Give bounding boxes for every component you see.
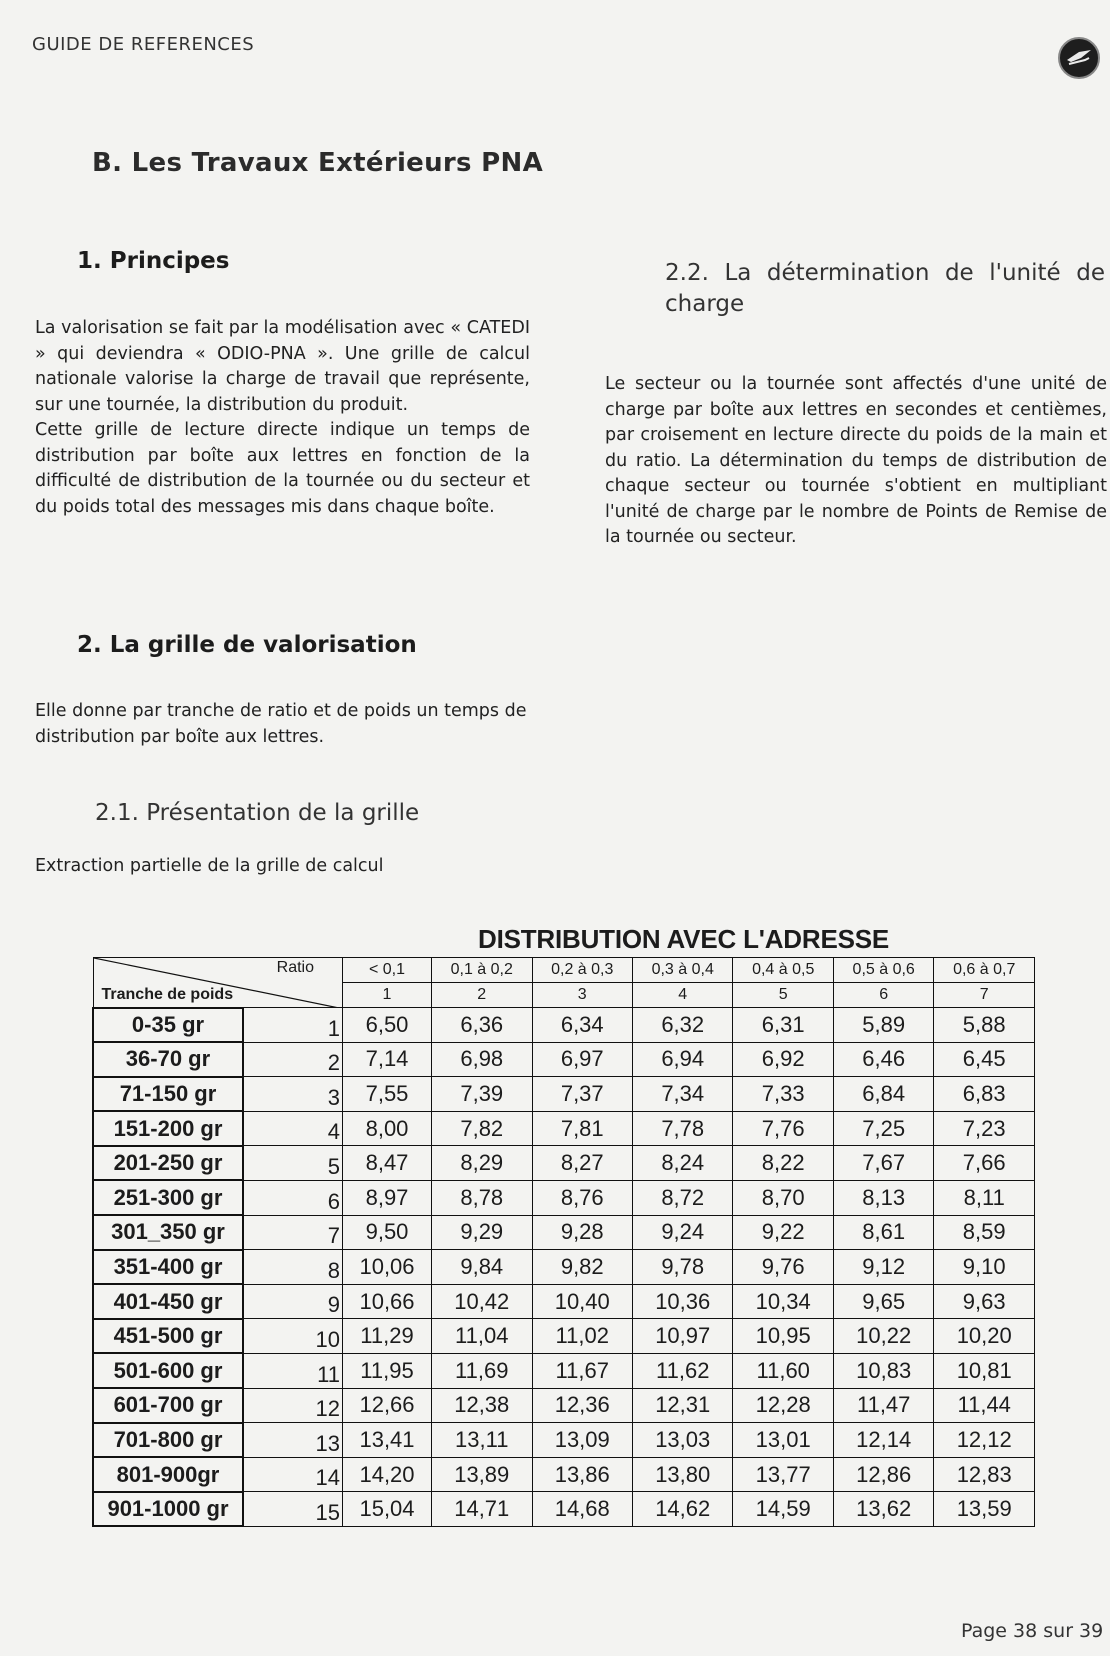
time-value-cell: 7,14	[343, 1042, 432, 1077]
table-row	[93, 1353, 1035, 1388]
ratio-range-header: 0,5 à 0,6	[833, 958, 933, 983]
ratio-range-header: 0,3 à 0,4	[632, 958, 732, 983]
table-row	[93, 1215, 1035, 1250]
time-value-cell: 9,82	[532, 1250, 632, 1285]
time-value-cell: 10,36	[632, 1284, 732, 1319]
time-value-cell: 9,65	[833, 1284, 933, 1319]
weight-range-cell: 451-500 gr	[93, 1319, 243, 1354]
grille-heading: 2. La grille de valorisation	[77, 632, 417, 658]
weight-index-cell: 6	[243, 1180, 343, 1215]
table-row	[93, 1250, 1035, 1285]
time-value-cell: 10,20	[934, 1319, 1035, 1354]
time-value-cell: 6,50	[343, 1008, 432, 1043]
time-value-cell: 9,29	[432, 1215, 532, 1250]
ratio-range-header: 0,2 à 0,3	[532, 958, 632, 983]
weight-index-cell: 1	[243, 1008, 343, 1043]
time-value-cell: 9,12	[833, 1250, 933, 1285]
time-value-cell: 13,41	[343, 1423, 432, 1458]
table-row	[93, 1042, 1035, 1077]
weight-range-cell: 201-250 gr	[93, 1146, 243, 1181]
time-value-cell: 9,84	[432, 1250, 532, 1285]
time-value-cell: 8,47	[343, 1146, 432, 1181]
ratio-range-header: < 0,1	[343, 958, 432, 983]
ratio-range-header: 0,6 à 0,7	[934, 958, 1035, 983]
weight-range-cell: 151-200 gr	[93, 1111, 243, 1146]
determination-heading-line-2: charge	[665, 291, 745, 317]
document-header: GUIDE DE REFERENCES	[32, 34, 255, 55]
table-row	[93, 1111, 1035, 1146]
table-row	[93, 1423, 1035, 1458]
time-value-cell: 10,34	[733, 1284, 833, 1319]
time-value-cell: 7,55	[343, 1077, 432, 1112]
weight-index-cell: 3	[243, 1077, 343, 1112]
time-value-cell: 9,63	[934, 1284, 1035, 1319]
principes-paragraph-2: Cette grille de lecture directe indique un temps de distribution par boîte aux lettres en fonction de la difficulté de distribution de la tournée ou du secteur et du poids total des messages mis dans chaque boîte.	[35, 420, 530, 517]
time-value-cell: 7,33	[733, 1077, 833, 1112]
principes-paragraph-1: La valorisation se fait par la modélisation avec « CATEDI » qui deviendra « ODIO-PNA ». Une grille de calcul nationale valorise la charge de travail que représente, sur une tournée, la distribution du produit.	[35, 318, 530, 415]
page-number: Page 38 sur 39	[961, 1620, 1104, 1642]
time-value-cell: 7,82	[432, 1111, 532, 1146]
time-value-cell: 12,14	[833, 1423, 933, 1458]
table-row	[93, 1388, 1035, 1423]
time-value-cell: 7,76	[733, 1111, 833, 1146]
time-value-cell: 8,24	[632, 1146, 732, 1181]
presentation-caption: Extraction partielle de la grille de calcul	[35, 856, 384, 876]
time-value-cell: 12,36	[532, 1388, 632, 1423]
weight-range-cell: 301_350 gr	[93, 1215, 243, 1250]
time-value-cell: 11,60	[733, 1353, 833, 1388]
principes-text	[35, 316, 530, 520]
time-value-cell: 10,97	[632, 1319, 732, 1354]
time-value-cell: 14,68	[532, 1492, 632, 1527]
table-row	[93, 1077, 1035, 1112]
time-value-cell: 10,42	[432, 1284, 532, 1319]
weight-index-cell: 2	[243, 1042, 343, 1077]
ratio-number-header: 1	[343, 983, 432, 1008]
ratio-range-header: 0,4 à 0,5	[733, 958, 833, 983]
time-value-cell: 5,88	[934, 1008, 1035, 1043]
time-value-cell: 8,00	[343, 1111, 432, 1146]
weight-range-cell: 351-400 gr	[93, 1250, 243, 1285]
time-value-cell: 13,11	[432, 1423, 532, 1458]
time-value-cell: 13,62	[833, 1492, 933, 1527]
time-value-cell: 13,03	[632, 1423, 732, 1458]
time-value-cell: 11,02	[532, 1319, 632, 1354]
time-value-cell: 8,97	[343, 1180, 432, 1215]
time-value-cell: 11,29	[343, 1319, 432, 1354]
principes-heading: 1. Principes	[77, 248, 230, 274]
time-value-cell: 8,29	[432, 1146, 532, 1181]
time-value-cell: 10,06	[343, 1250, 432, 1285]
ratio-number-header: 4	[632, 983, 732, 1008]
time-value-cell: 13,86	[532, 1457, 632, 1492]
time-value-cell: 7,67	[833, 1146, 933, 1181]
time-value-cell: 9,22	[733, 1215, 833, 1250]
time-value-cell: 10,81	[934, 1353, 1035, 1388]
time-value-cell: 7,78	[632, 1111, 732, 1146]
determination-heading	[665, 258, 1105, 320]
time-value-cell: 5,89	[833, 1008, 933, 1043]
time-value-cell: 6,98	[432, 1042, 532, 1077]
time-value-cell: 13,80	[632, 1457, 732, 1492]
weight-range-cell: 601-700 gr	[93, 1388, 243, 1423]
time-value-cell: 10,66	[343, 1284, 432, 1319]
time-value-cell: 6,32	[632, 1008, 732, 1043]
time-value-cell: 7,39	[432, 1077, 532, 1112]
time-value-cell: 11,69	[432, 1353, 532, 1388]
time-value-cell: 9,50	[343, 1215, 432, 1250]
time-value-cell: 7,23	[934, 1111, 1035, 1146]
time-value-cell: 12,66	[343, 1388, 432, 1423]
time-value-cell: 8,72	[632, 1180, 732, 1215]
time-value-cell: 9,28	[532, 1215, 632, 1250]
weight-range-cell: 701-800 gr	[93, 1423, 243, 1458]
weight-index-cell: 11	[243, 1353, 343, 1388]
time-value-cell: 11,95	[343, 1353, 432, 1388]
table-row	[93, 1457, 1035, 1492]
time-value-cell: 13,89	[432, 1457, 532, 1492]
weight-range-cell: 71-150 gr	[93, 1077, 243, 1112]
weight-range-cell: 901-1000 gr	[93, 1492, 243, 1527]
weight-index-cell: 7	[243, 1215, 343, 1250]
time-value-cell: 8,13	[833, 1180, 933, 1215]
time-value-cell: 13,77	[733, 1457, 833, 1492]
weight-index-cell: 15	[243, 1492, 343, 1527]
weight-range-cell: 501-600 gr	[93, 1353, 243, 1388]
table-row	[93, 1284, 1035, 1319]
time-value-cell: 14,62	[632, 1492, 732, 1527]
ratio-number-header: 2	[432, 983, 532, 1008]
time-value-cell: 13,09	[532, 1423, 632, 1458]
time-value-cell: 11,47	[833, 1388, 933, 1423]
time-value-cell: 12,83	[934, 1457, 1035, 1492]
weight-range-cell: 0-35 gr	[93, 1008, 243, 1043]
time-value-cell: 8,78	[432, 1180, 532, 1215]
time-value-cell: 10,95	[733, 1319, 833, 1354]
presentation-heading: 2.1. Présentation de la grille	[95, 800, 420, 826]
time-value-cell: 7,81	[532, 1111, 632, 1146]
time-value-cell: 8,59	[934, 1215, 1035, 1250]
grille-text: Elle donne par tranche de ratio et de poids un temps de distribution par boîte aux lettres.	[35, 701, 527, 747]
time-value-cell: 6,94	[632, 1042, 732, 1077]
time-value-cell: 12,28	[733, 1388, 833, 1423]
time-value-cell: 8,27	[532, 1146, 632, 1181]
ratio-number-header: 7	[934, 983, 1035, 1008]
distribution-table	[92, 957, 1035, 1527]
time-value-cell: 10,22	[833, 1319, 933, 1354]
time-value-cell: 15,04	[343, 1492, 432, 1527]
time-value-cell: 9,78	[632, 1250, 732, 1285]
time-value-cell: 6,84	[833, 1077, 933, 1112]
table-header-row-ratio	[93, 958, 1035, 983]
table-title: DISTRIBUTION AVEC L'ADRESSE	[478, 924, 890, 954]
time-value-cell: 8,76	[532, 1180, 632, 1215]
table-row	[93, 1180, 1035, 1215]
time-value-cell: 10,83	[833, 1353, 933, 1388]
weight-index-cell: 12	[243, 1388, 343, 1423]
time-value-cell: 9,24	[632, 1215, 732, 1250]
time-value-cell: 6,83	[934, 1077, 1035, 1112]
weight-range-cell: 401-450 gr	[93, 1284, 243, 1319]
time-value-cell: 6,31	[733, 1008, 833, 1043]
time-value-cell: 6,97	[532, 1042, 632, 1077]
weight-index-cell: 13	[243, 1423, 343, 1458]
weight-index-cell: 9	[243, 1284, 343, 1319]
weight-range-cell: 801-900gr	[93, 1457, 243, 1492]
time-value-cell: 10,40	[532, 1284, 632, 1319]
time-value-cell: 6,45	[934, 1042, 1035, 1077]
weight-range-cell: 36-70 gr	[93, 1042, 243, 1077]
time-value-cell: 8,61	[833, 1215, 933, 1250]
time-value-cell: 7,34	[632, 1077, 732, 1112]
ratio-number-header: 5	[733, 983, 833, 1008]
ratio-number-header: 3	[532, 983, 632, 1008]
table-row	[93, 1492, 1035, 1527]
weight-index-cell: 4	[243, 1111, 343, 1146]
time-value-cell: 6,92	[733, 1042, 833, 1077]
time-value-cell: 6,34	[532, 1008, 632, 1043]
la-poste-logo-icon	[1058, 37, 1100, 79]
time-value-cell: 14,59	[733, 1492, 833, 1527]
time-value-cell: 12,31	[632, 1388, 732, 1423]
time-value-cell: 12,38	[432, 1388, 532, 1423]
time-value-cell: 8,11	[934, 1180, 1035, 1215]
time-value-cell: 9,76	[733, 1250, 833, 1285]
time-value-cell: 11,04	[432, 1319, 532, 1354]
ratio-range-header: 0,1 à 0,2	[432, 958, 532, 983]
time-value-cell: 7,37	[532, 1077, 632, 1112]
time-value-cell: 6,46	[833, 1042, 933, 1077]
ratio-label: Ratio	[276, 959, 314, 976]
time-value-cell: 14,71	[432, 1492, 532, 1527]
time-value-cell: 14,20	[343, 1457, 432, 1492]
tranche-label: Tranche de poids	[101, 985, 234, 1003]
time-value-cell: 12,12	[934, 1423, 1035, 1458]
weight-index-cell: 10	[243, 1319, 343, 1354]
weight-index-cell: 5	[243, 1146, 343, 1181]
time-value-cell: 6,36	[432, 1008, 532, 1043]
time-value-cell: 11,67	[532, 1353, 632, 1388]
time-value-cell: 7,25	[833, 1111, 933, 1146]
distribution-table-body	[93, 958, 1035, 1527]
time-value-cell: 11,62	[632, 1353, 732, 1388]
table-corner-cell	[93, 958, 343, 1008]
time-value-cell: 8,70	[733, 1180, 833, 1215]
weight-index-cell: 14	[243, 1457, 343, 1492]
table-row	[93, 1319, 1035, 1354]
time-value-cell: 7,66	[934, 1146, 1035, 1181]
determination-heading-line-1: 2.2. La détermination de l'unité de	[665, 260, 1105, 286]
time-value-cell: 13,59	[934, 1492, 1035, 1527]
weight-index-cell: 8	[243, 1250, 343, 1285]
time-value-cell: 11,44	[934, 1388, 1035, 1423]
ratio-number-header: 6	[833, 983, 933, 1008]
table-row	[93, 1146, 1035, 1181]
table-row	[93, 1008, 1035, 1043]
time-value-cell: 9,10	[934, 1250, 1035, 1285]
time-value-cell: 13,01	[733, 1423, 833, 1458]
time-value-cell: 12,86	[833, 1457, 933, 1492]
section-title: B. Les Travaux Extérieurs PNA	[92, 148, 544, 178]
time-value-cell: 8,22	[733, 1146, 833, 1181]
weight-range-cell: 251-300 gr	[93, 1180, 243, 1215]
determination-text: Le secteur ou la tournée sont affectés d'une unité de charge par boîte aux lettres en secondes et centièmes, par croisement en lecture directe du poids de la main et du ratio. La détermination du temps de distribution de chaque secteur ou tournée s'obtient en multipliant l'unité de charge par le nombre de Points de Remise de la tournée ou secteur.	[605, 374, 1107, 547]
